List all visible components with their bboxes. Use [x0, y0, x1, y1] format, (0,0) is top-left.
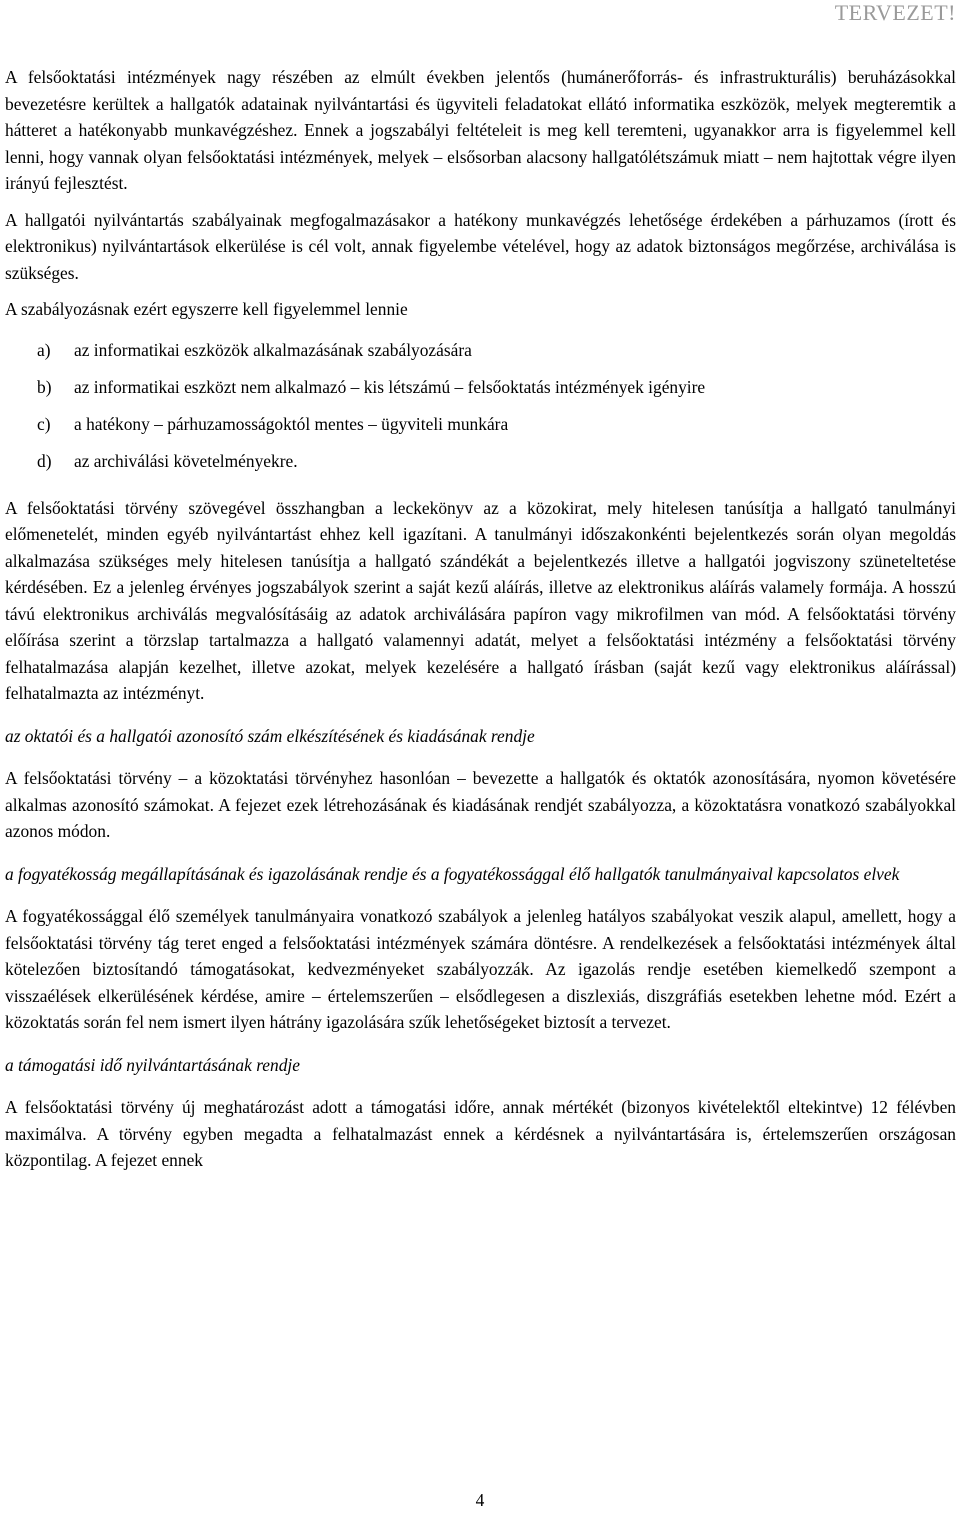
list-item-marker: a)	[37, 339, 51, 360]
paragraph-nyilvantartas: A hallgatói nyilvántartás szabályainak megfogalmazásakor a hatékony munkavégzés lehetősége érdekében a párhuzamos (írott és elektronikus) nyilvántartások elkerülése is cél volt, annak figyelembe vételével, hogy az adatok biztonságos megőrzése, archiválása is szükséges.	[5, 209, 956, 283]
list-item	[5, 374, 956, 411]
page-number: 4	[475, 1490, 485, 1510]
document-body	[5, 64, 956, 1174]
list-item-text: az archiválási követelményekre.	[74, 450, 298, 471]
list-item-marker: c)	[37, 413, 51, 434]
section-heading-azonosito: az oktatói és a hallgatói azonosító szám elkészítésének és kiadásának rendje	[5, 725, 535, 746]
list-item	[5, 337, 956, 374]
list-item	[5, 448, 956, 485]
paragraph-tamogatasi-ido: A felsőoktatási törvény új meghatározást adott a támogatási időre, annak mértékét (bizonyos kivételektől eltekintve) 12 félévben maximálva. A törvény egyben megadta a felhatalmazást ennek a kérdésnek a nyilvántartására is, értelemszerűen országosan központilag. A fejezet ennek	[5, 1097, 956, 1170]
paragraph-intro: A felsőoktatási intézmények nagy részében az elmúlt években jelentős (humánerőforrás- és infrastrukturális) beruházásokkal bevezetésre kerültek a hallgatók adatainak nyilvántartási és ügyviteli feladatokat ellátó informatika eszközök, melyek megteremtik a hátteret a hatékonyabb munkavégzéshez. Ennek a jogszabályi feltételeit is meg kell teremteni, ugyanakkor arra is figyelemmel kell lenni, hogy vannak olyan felsőoktatási intézmények, melyek – elsősorban alacsony hallgatólétszámuk miatt – nem hajtottak végre ilyen irányú fejlesztést.	[5, 67, 956, 193]
list-item-text: a hatékony – párhuzamosságoktól mentes – ügyviteli munkára	[74, 413, 509, 434]
list-item	[5, 411, 956, 448]
section-heading-fogyatekossag: a fogyatékosság megállapításának és igazolásának rendje és a fogyatékossággal élő hallgatók tanulmányaival kapcsolatos elvek	[5, 863, 900, 884]
paragraph-szabalyozas: A szabályozásnak ezért egyszerre kell figyelemmel lennie	[5, 299, 408, 319]
watermark: TERVEZET!	[834, 0, 956, 25]
paragraph-azonosito: A felsőoktatási törvény – a közoktatási törvényhez hasonlóan – bevezette a hallgatók és oktatók azonosítására, nyomon követésére alkalmas azonosító számokat. A fejezet ezek létrehozásának és kiadásának rendjét szabályozza, a közoktatásra vonatkozó szabályokkal azonos módon.	[5, 768, 956, 841]
paragraph-leckekonyv: A felsőoktatási törvény szövegével összhangban a leckekönyv az a közokirat, mely hitelesen tanúsítja a hallgató tanulmányi előmenetelét, minden egyéb nyilvántartást ehhez kell igazítani. A tanulmányi időszakonkénti bejelentkezés során olyan megoldás alkalmazása szükséges mely hitelesen tanúsítja a hallgató szándékát a bejelentkezés illetve a hallgatói jogviszony szüneteltetése kérdésében. Ez a jelenleg érvényes jogszabályok szerint a saját kezű aláírás, illetve az elektronikus aláírás valamely formája. A hosszú távú elektronikus archiválás megvalósításáig az adatok archiválására papíron vagy mikrofilmen van mód. A felsőoktatási törvény előírása szerint a törzslap tartalmazza a hallgató valamennyi adatát, melyet a felsőoktatási intézmény a felsőoktatási törvény felhatalmazása alapján kezelhet, illetve azokat, melyek kezelésére a hallgató írásban (saját kezű vagy elektronikus aláírással) felhatalmazta az intézményt.	[5, 497, 956, 703]
list-item-marker: d)	[37, 450, 52, 471]
section-heading-tamogatasi-ido: a támogatási idő nyilvántartásának rendje	[5, 1054, 300, 1075]
list-item-text: az informatikai eszközt nem alkalmazó – kis létszámú – felsőoktatás intézmények igényire	[74, 376, 706, 397]
requirements-list	[5, 337, 956, 485]
list-item-text: az informatikai eszközök alkalmazásának szabályozására	[74, 339, 472, 360]
paragraph-fogyatekossag: A fogyatékossággal élő személyek tanulmányaira vonatkozó szabályok a jelenleg hatályos szabályokat veszik alapul, amellett, hogy a felsőoktatási törvény tág teret enged a felsőoktatási intézmények számára döntésre. A rendelkezések a felsőoktatási intézmények által kötelezően biztosítandó támogatásokat, kedvezményeket szabályozzák. Az igazolás rendje esetében kiemelkedő szempont a visszaélések elkerülésének kérdése, amire – értelemszerűen – elsődlegesen a diszlexiás, diszgráfiás esetekben lehetne mód. Ezért a közoktatás során fel nem ismert ilyen hátrány igazolására szűk lehetőségeket biztosít a tervezet.	[5, 906, 956, 1032]
list-item-marker: b)	[37, 376, 52, 397]
